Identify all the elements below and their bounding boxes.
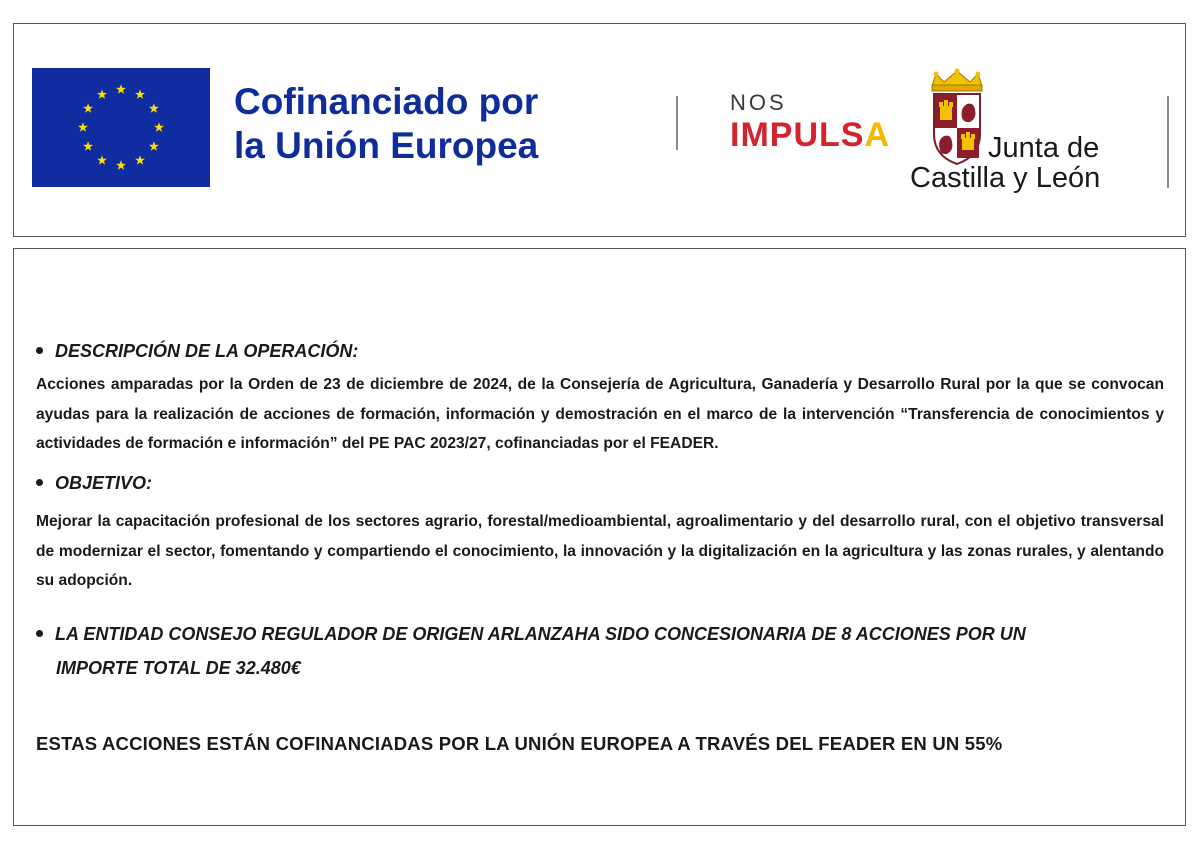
junta-line2: Castilla y León	[910, 162, 1101, 194]
coat-of-arms-icon	[922, 68, 992, 168]
eu-star-icon	[135, 89, 145, 98]
eu-star-icon	[83, 103, 93, 112]
final-note: ESTAS ACCIONES ESTÁN COFINANCIADAS POR LA UNIÓN EUROPEA A TRAVÉS DEL FEADER EN UN 55%	[36, 733, 1003, 754]
descripcion-heading-text: DESCRIPCIÓN DE LA OPERACIÓN:	[55, 341, 359, 361]
eu-star-icon	[116, 84, 126, 93]
eu-star-icon	[97, 89, 107, 98]
eu-cofinanciado-label	[234, 80, 614, 168]
bullet-dot	[36, 479, 43, 486]
eu-star-icon	[116, 160, 126, 169]
eu-star-icon	[154, 122, 164, 131]
entidad-line1: LA ENTIDAD CONSEJO REGULADOR DE ORIGEN ARLANZAHA SIDO CONCESIONARIA DE 8 ACCIONES POR UN	[55, 624, 1026, 644]
descripcion-heading	[36, 341, 358, 362]
impulsa-accent: A	[864, 116, 891, 154]
bullet-dot	[36, 347, 43, 354]
eu-star-icon	[149, 103, 159, 112]
eu-star-icon	[135, 155, 145, 164]
eu-label-line1: Cofinanciado por	[234, 81, 539, 122]
eu-flag-icon	[32, 68, 210, 187]
eu-label-line2: la Unión Europea	[234, 125, 539, 166]
body-panel	[13, 248, 1186, 826]
bullet-dot	[36, 630, 43, 637]
nos-text: NOS	[730, 90, 787, 115]
junta-castilla-leon-logo	[910, 68, 1140, 198]
impulsa-main: IMPULS	[730, 116, 865, 154]
objetivo-text: Mejorar la capacitación profesional de los sectores agrario, forestal/medioambiental, agroalimentario y del desarrollo rural, con el objetivo transversal de modernizar el sector, fomentando y compartiendo el conocimiento, la innovación y la digitalización en la agricultura y las zonas rurales, y alentando su adopción.	[36, 513, 1164, 589]
junta-line1: Junta de	[988, 132, 1100, 164]
header-panel	[13, 23, 1186, 237]
eu-star-icon	[78, 122, 88, 131]
nos-impulsa-logo	[730, 90, 900, 160]
impulsa-text	[730, 116, 890, 155]
objetivo-heading	[36, 473, 152, 494]
eu-star-icon	[97, 155, 107, 164]
entidad-heading	[36, 617, 1116, 685]
entidad-line2: IMPORTE TOTAL DE 32.480€	[56, 658, 301, 678]
objetivo-heading-text: OBJETIVO:	[55, 473, 153, 493]
eu-star-icon	[83, 141, 93, 150]
descripcion-text: Acciones amparadas por la Orden de 23 de diciembre de 2024, de la Consejería de Agricultura, Ganadería y Desarrollo Rural por la que se convocan ayudas para la realización de acciones de formación, información y demostración en el marco de la intervención “Transferencia de conocimientos y actividades de formación e información” del PE PAC 2023/27, cofinanciadas por el FEADER.	[36, 376, 1164, 452]
divider	[676, 96, 678, 150]
divider	[1167, 96, 1169, 188]
eu-star-icon	[149, 141, 159, 150]
